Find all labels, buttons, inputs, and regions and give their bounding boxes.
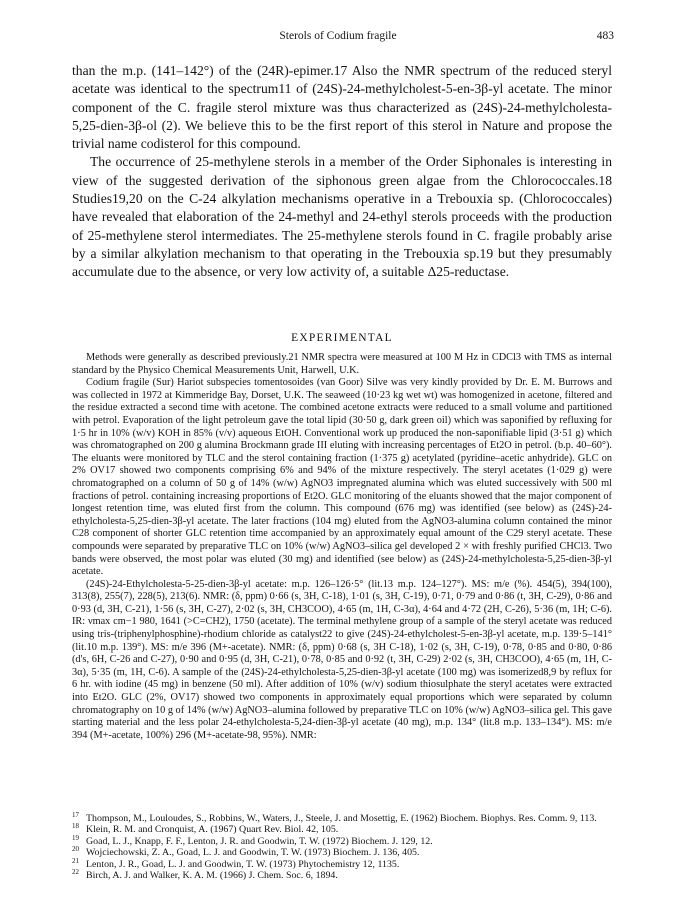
experimental-section (72, 352, 612, 742)
reference-text: Birch, A. J. and Walker, K. A. M. (1966) J. Chem. Soc. 6, 1894. (86, 870, 338, 882)
reference-text: Klein, R. M. and Cronquist, A. (1967) Quart Rev. Biol. 42, 105. (86, 824, 339, 836)
reference-number: 18 (72, 822, 79, 831)
page-number: 483 (596, 30, 614, 42)
experimental-paragraph: (24S)-24-Ethylcholesta-5-25-dien-3β-yl acetate: m.p. 126–126·5° (lit.13 m.p. 124–127°). MS: m/e (%). 454(5), 394(100), 313(8), 255(7), 228(5), 213(6). NMR: (δ, ppm) 0·66 (s, 3H, C-18), 1·01 (s, 3H, C-19), 0·71, 0·79 and 0·86 (t, 3H, C-29), 0·86 and 0·93 (d, 3H, C-21), 1·56 (s, 3H, C-27), 2·02 (s, 3H, CH3COO), 4·65 (m, 1H, C-3α), 4·64 and 4·72 (2H, C-26), 5·36 (m, 1H; C-6). IR: νmax cm−1 980, 1641 (>C=CH2), 1750 (acetate). The terminal methylene group of a sample of the steryl acetate was reduced using tris-(triphenylphosphine)-rhodium chloride as catalyst22 to give (24S)-24-ethylcholest-5-en-3β-yl acetate, m.p. 139·5–141° (lit.10 m.p. 139°). MS: m/e 396 (M+-acetate). NMR: (δ, ppm) 0·68 (s, 3H C-18), 1·02 (s, 3H, C-19), 0·78, 0·85 and 0·80, 0·86 (d's, 6H, C-26 and C-27), 0·90 and 0·95 (d, 3H, C-21), 0·78, 0·85 and 0·92 (t, 3H, C-29) 2·02 (s, 3H, CH3COO), 4·65 (m, 1H, C-3α), 5·35 (m, 1H, C-6). A sample of the (24S)-24-ethylcholesta-5,25-dien-3β-yl acetate (100 mg) was isomerized8,9 by reflux for 6 hr. with iodine (45 mg) in benzene (50 ml). After addition of 10% (w/v) sodium thiosulphate the steryl acetates were extracted into Et2O. GLC (2%, OV17) showed two components in approximately equal proportions which were separated by column chromatography on 10 g of 14% (w/w) AgNO3–alumina followed by preparative TLC on 10% (w/w) AgNO3–silica gel. This gave starting material and the less polar 24-ethylcholesta-5,24-dien-3β-yl acetate (40 mg), m.p. 134° (lit.8 m.p. 133–134°). MS: m/e 394 (M+-acetate, 100%) 296 (M+-acetate-98, 95%). NMR: (72, 578, 612, 741)
reference-text: Lenton, J. R., Goad, L. J. and Goodwin, T. W. (1973) Phytochemistry 12, 1135. (86, 858, 400, 870)
main-text (72, 62, 612, 282)
reference-text: Wojciechowski, Z. A., Goad, L. J. and Goodwin, T. W. (1973) Biochem. J. 136, 405. (86, 847, 420, 859)
reference-item (72, 847, 612, 858)
reference-item (72, 856, 612, 870)
running-head-title: Sterols of Codium fragile (279, 30, 397, 42)
reference-number: 19 (72, 833, 79, 842)
section-heading: EXPERIMENTAL (291, 332, 393, 344)
reference-number: 22 (72, 868, 79, 877)
reference-item (72, 833, 612, 847)
main-paragraph: The occurrence of 25-methylene sterols in a member of the Order Siphonales is interesting in view of the suggested derivation of the siphonous green algae from the Chlorococcales.18 Studies19,20 on the C-24 alkylation mechanisms operative in a Trebouxia sp. (Chlorococcales) have revealed that elaboration of the 24-methyl and 24-ethyl sterols proceeds with the production of 25-methylene sterol intermediates. The 25-methylene sterols found in C. fragile probably arise by a similar alkylation mechanism to that operating in the Trebouxia sp.19 but they presumably accumulate due to the absence, or very low activity of, a suitable Δ25-reductase. (72, 154, 612, 280)
experimental-paragraph: Methods were generally as described previously.21 NMR spectra were measured at 100 M Hz in CDCl3 with TMS as internal standard by the Physico Chemical Measurements Unit, Harwell, U.K. (72, 352, 612, 376)
reference-text: Thompson, M., Louloudes, S., Robbins, W., Waters, J., Steele, J. and Mosettig, E. (1962) Biochem. Biophys. Res. Comm. 9, 113. (86, 813, 597, 824)
running-head (0, 30, 676, 46)
footnote-references (72, 813, 612, 881)
reference-item (72, 824, 612, 835)
reference-text: Goad, L. J., Knapp, F. F., Lenton, J. R. and Goodwin, T. W. (1972) Biochem. J. 129, 12. (86, 835, 433, 847)
main-paragraph: than the m.p. (141–142°) of the (24R)-epimer.17 Also the NMR spectrum of the reduced steryl acetate was identical to the spectrum11 of (24S)-24-methylcholest-5-en-3β-yl acetate. The minor component of the C. fragile sterol mixture was thus characterized as (24S)-24-methylcholesta-5,25-dien-3β-ol (2). We believe this to be the first report of this sterol in Nature and propose the trivial name codisterol for this compound. (72, 63, 612, 152)
reference-number: 17 (72, 811, 79, 819)
reference-item (72, 813, 612, 824)
experimental-paragraph: Codium fragile (Sur) Hariot subspecies tomentosoides (van Goor) Silve was very kindly provided by Dr. E. M. Burrows and was collected in 1972 at Kimmeridge Bay, Dorset, U.K. The seaweed (10·23 kg wet wt) was homogenized in acetone, filtered and the residue extracted a second time with acetone. The combined acetone extracts were reduced to a small volume and partitioned with petrol. Evaporation of the light petroleum gave the total lipid (30·50 g, dark green oil) which was saponified by refluxing for 1·5 hr in 10% (w/v) KOH in 85% (v/v) aqueous EtOH. Conventional work up produced the non-saponifiable lipid (3·51 g) which was chromatographed on 200 g alumina Brockmann grade III eluting with increasing percentages of Et2O in petrol. (b.p. 40–60°). The eluants were monitored by TLC and the sterol containing fraction (1·375 g) acetylated (pyridine–acetic anhydride). GLC on 2% OV17 showed two components comprising 6% and 94% of the mixture respectively. The steryl acetates (1·029 g) were chromatographed on a column of 50 g of 14% (w/w) AgNO3 impregnated alumina which was eluted successively with 500 ml fractions of petrol. containing increasing proportions of Et2O. GLC monitoring of the eluants showed that the major component of longest retention time, was eluted first from the column. This compound (676 mg) was identified (see below) as (24S)-24-ethylcholesta-5,25-dien-3β-yl acetate. The later fractions (104 mg) eluted from the AgNO3-alumina column contained the minor C28 component of shorter GLC retention time accompanied by an approximately equal amount of the C29 steryl acetate. These compounds were separated by preparative TLC on 10% (w/w) AgNO3–silica gel developed 2 × with freshly purified CHCl3. Two bands were observed, the most polar was eluted (30 mg) and identified (see below) as (24S)-24-methylcholesta-5,25-dien-3β-yl acetate. (72, 377, 612, 578)
reference-item (72, 870, 612, 881)
reference-number: 20 (72, 845, 79, 854)
reference-number: 21 (72, 856, 79, 865)
